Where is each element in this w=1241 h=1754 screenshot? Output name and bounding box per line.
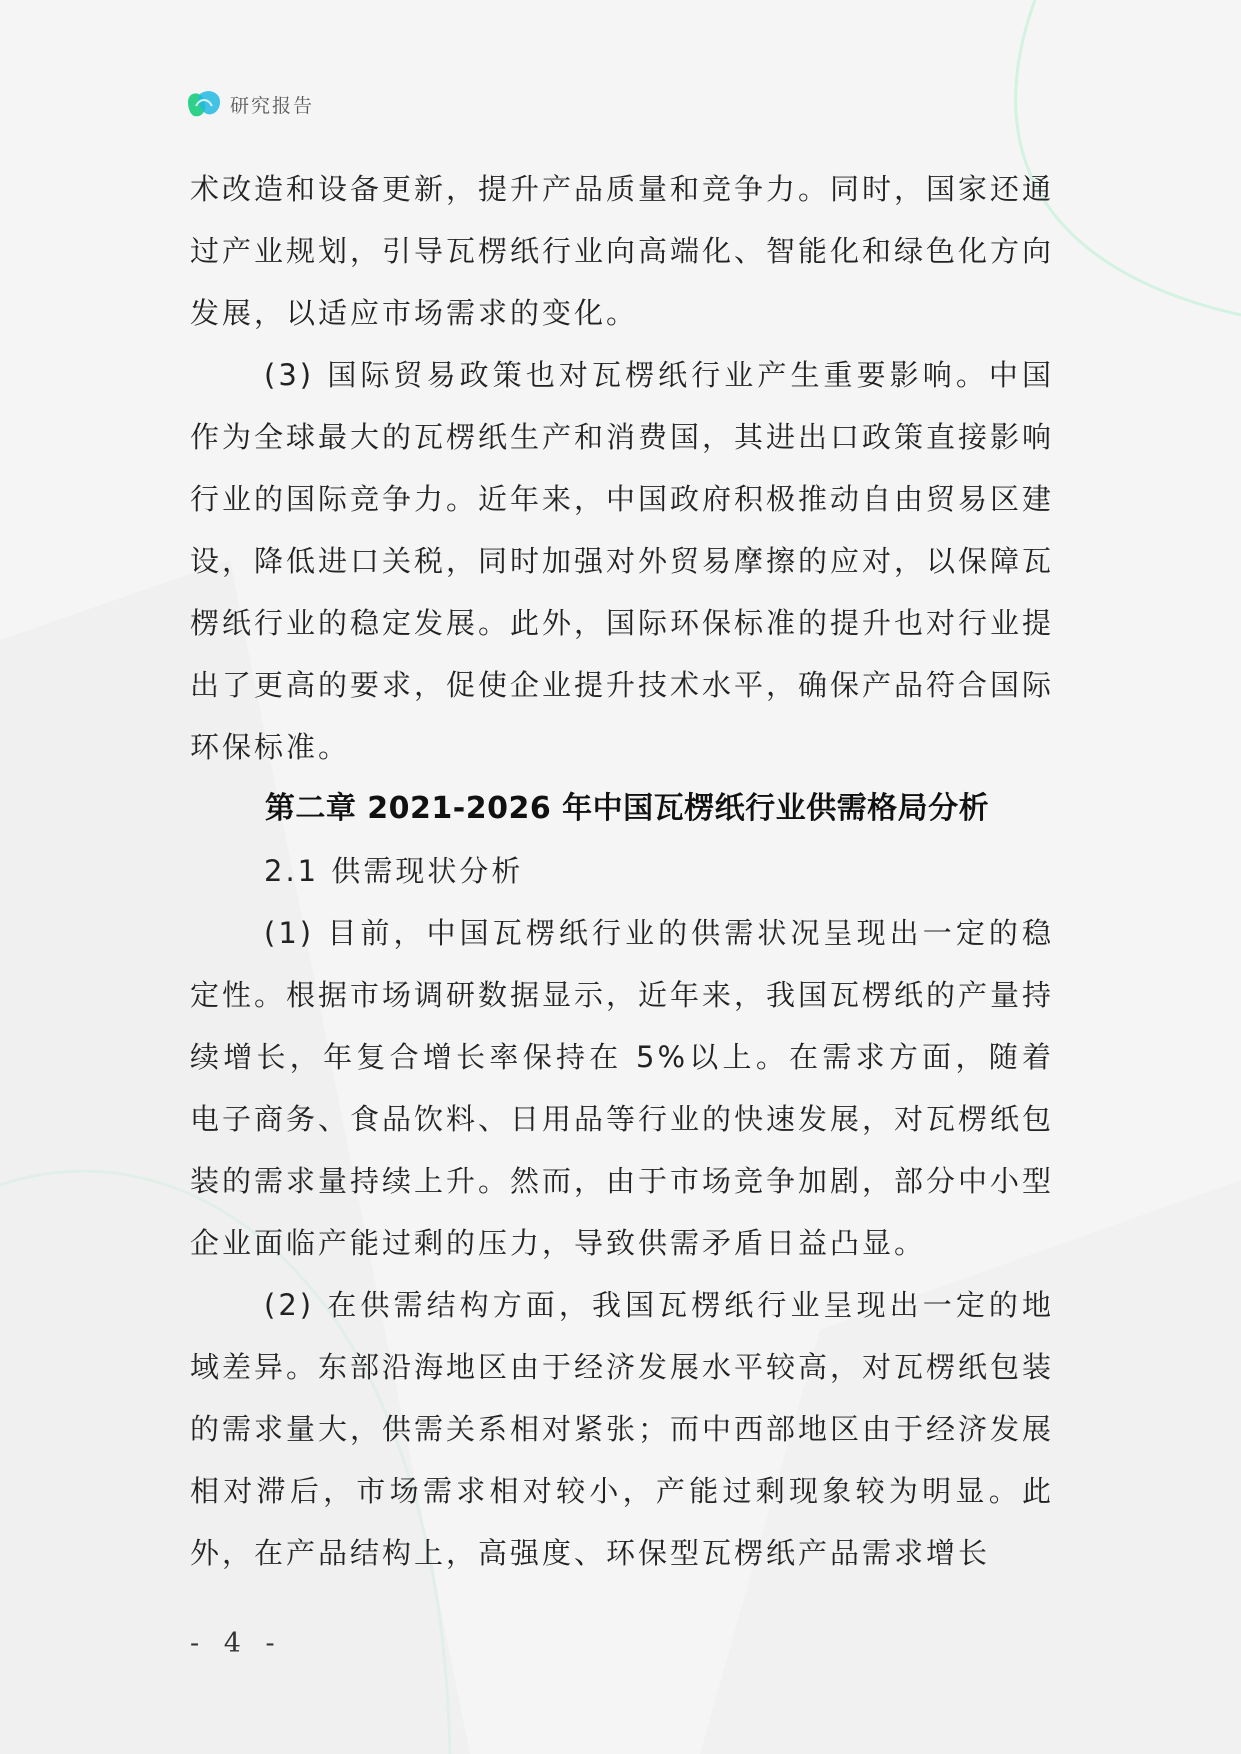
- page-header: [186, 86, 314, 122]
- header-label: 研究报告: [230, 94, 315, 117]
- paragraph-supply-demand-structure: (2) 在供需结构方面，我国瓦楞纸行业呈现出一定的地域差异。东部沿海地区由于经济发展水平较高，对瓦楞纸包装的需求量大，供需关系相对紧张；而中西部地区由于经济发展相对滞后，市场需求相对较小，产能过剩现象较为明显。此外，在产品结构上，高强度、环保型瓦楞纸产品需求增长: [190, 1288, 1055, 1570]
- paragraph-supply-demand-status: (1) 目前，中国瓦楞纸行业的供需状况呈现出一定的稳定性。根据市场调研数据显示，近年来，我国瓦楞纸的产量持续增长，年复合增长率保持在 5%以上。在需求方面，随着电子商务、食品饮料、日用品等行业的快速发展，对瓦楞纸包装的需求量持续上升。然而，由于市场竞争加剧，部分中小型企业面临产能过剩的压力，导致供需矛盾日益凸显。: [190, 916, 1055, 1260]
- chapter-title: 第二章 2021-2026 年中国瓦楞纸行业供需格局分析: [264, 791, 990, 826]
- page-number: - 4 -: [190, 1628, 283, 1659]
- paragraph-trade-policy: (3) 国际贸易政策也对瓦楞纸行业产生重要影响。中国作为全球最大的瓦楞纸生产和消费国，其进出口政策直接影响行业的国际竞争力。近年来，中国政府积极推动自由贸易区建设，降低进口关税，同时加强对外贸易摩擦的应对，以保障瓦楞纸行业的稳定发展。此外，国际环保标准的提升也对行业提出了更高的要求，促使企业提升技术水平，确保产品符合国际环保标准。: [190, 358, 1055, 764]
- section-title: 2.1 供需现状分析: [264, 854, 524, 888]
- leaf-logo-icon: [186, 88, 222, 120]
- document-body: [190, 158, 1054, 1584]
- paragraph-continued: 术改造和设备更新，提升产品质量和竞争力。同时，国家还通过产业规划，引导瓦楞纸行业向高端化、智能化和绿色化方向发展，以适应市场需求的变化。: [190, 172, 1055, 330]
